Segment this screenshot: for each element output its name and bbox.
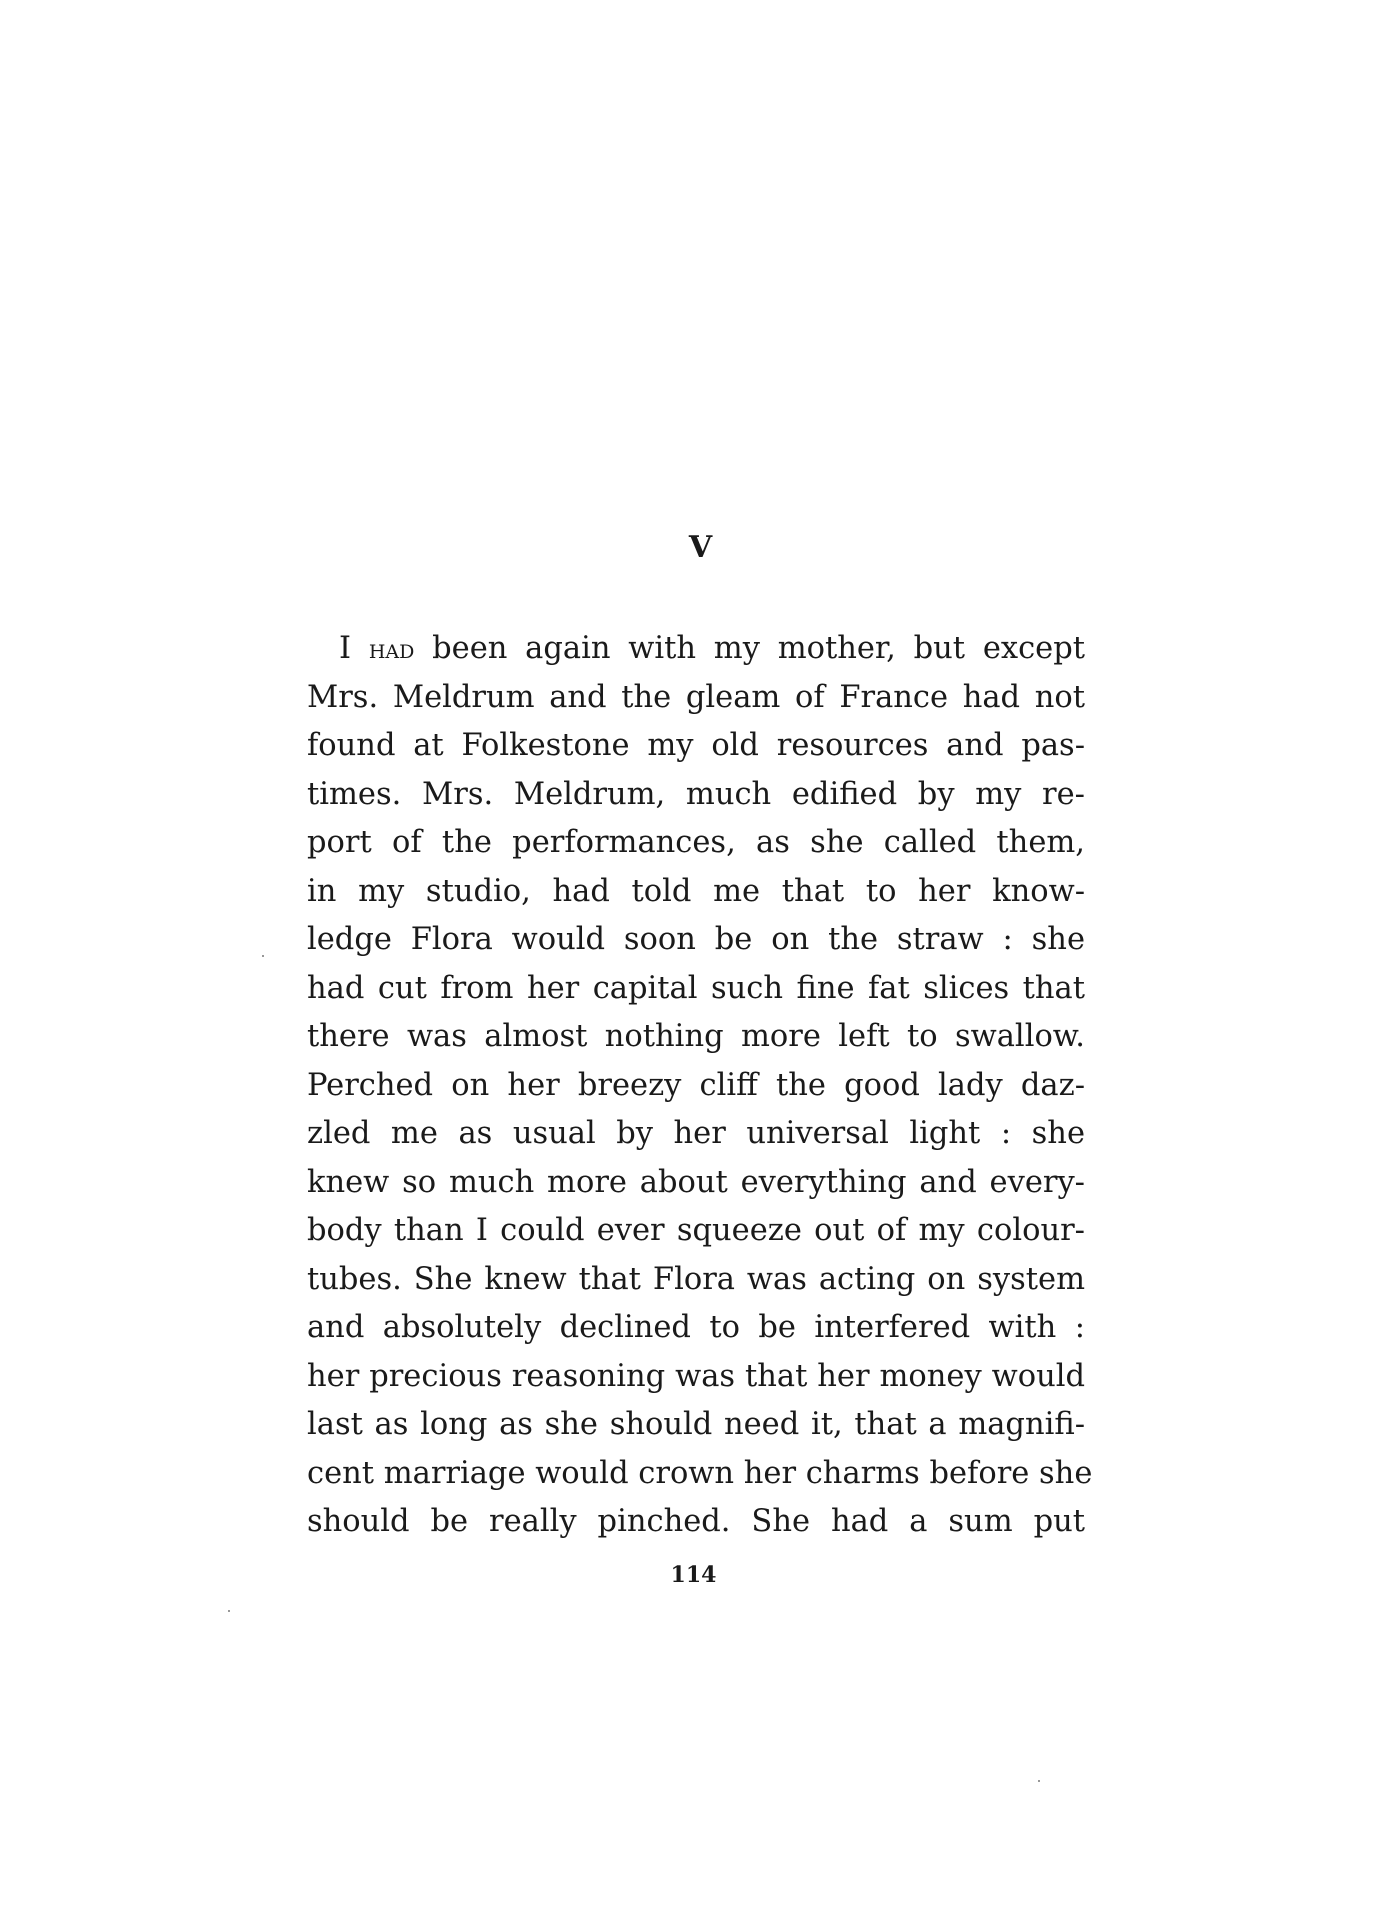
scan-speck xyxy=(262,955,264,957)
text-line: cent marriage would crown her charms before she xyxy=(307,1455,1093,1491)
text-line: zled me as usual by her universal light : she xyxy=(307,1116,1085,1151)
page-number: 114 xyxy=(670,1562,717,1588)
text-line: Mrs. Meldrum and the gleam of France had not xyxy=(307,679,1085,715)
text-line xyxy=(307,625,1085,674)
scan-speck xyxy=(1038,1780,1040,1782)
text-line: should be really pinched. She had a sum put xyxy=(307,1504,1085,1539)
text-line: knew so much more about everything and every- xyxy=(307,1164,1085,1200)
text-line: ledge Flora would soon be on the straw : she xyxy=(307,922,1085,957)
text-line: port of the performances, as she called them, xyxy=(307,825,1085,860)
small-caps-word: had xyxy=(368,634,415,665)
first-line-rest: been again with my mother, but except xyxy=(414,631,1085,666)
text-line: tubes. She knew that Flora was acting on system xyxy=(307,1261,1085,1297)
text-line: had cut from her capital such fine fat slices that xyxy=(307,970,1085,1006)
text-line: body than I could ever squeeze out of my colour- xyxy=(307,1213,1085,1248)
text-line: last as long as she should need it, that a magnifi- xyxy=(307,1407,1085,1442)
initial-letter: I xyxy=(339,631,369,666)
text-line: and absolutely declined to be interfered with : xyxy=(307,1310,1085,1345)
text-line: there was almost nothing more left to swallow. xyxy=(307,1019,1085,1054)
chapter-number: V xyxy=(688,530,713,565)
scan-speck xyxy=(228,1610,230,1612)
text-line: Perched on her breezy cliff the good lady daz- xyxy=(307,1067,1085,1103)
text-line: times. Mrs. Meldrum, much edified by my re- xyxy=(307,776,1085,812)
text-line: in my studio, had told me that to her know- xyxy=(307,873,1085,909)
text-line: her precious reasoning was that her money would xyxy=(307,1358,1085,1394)
body-text xyxy=(307,625,1093,1547)
text-line: found at Folkestone my old resources and pas- xyxy=(307,728,1085,763)
